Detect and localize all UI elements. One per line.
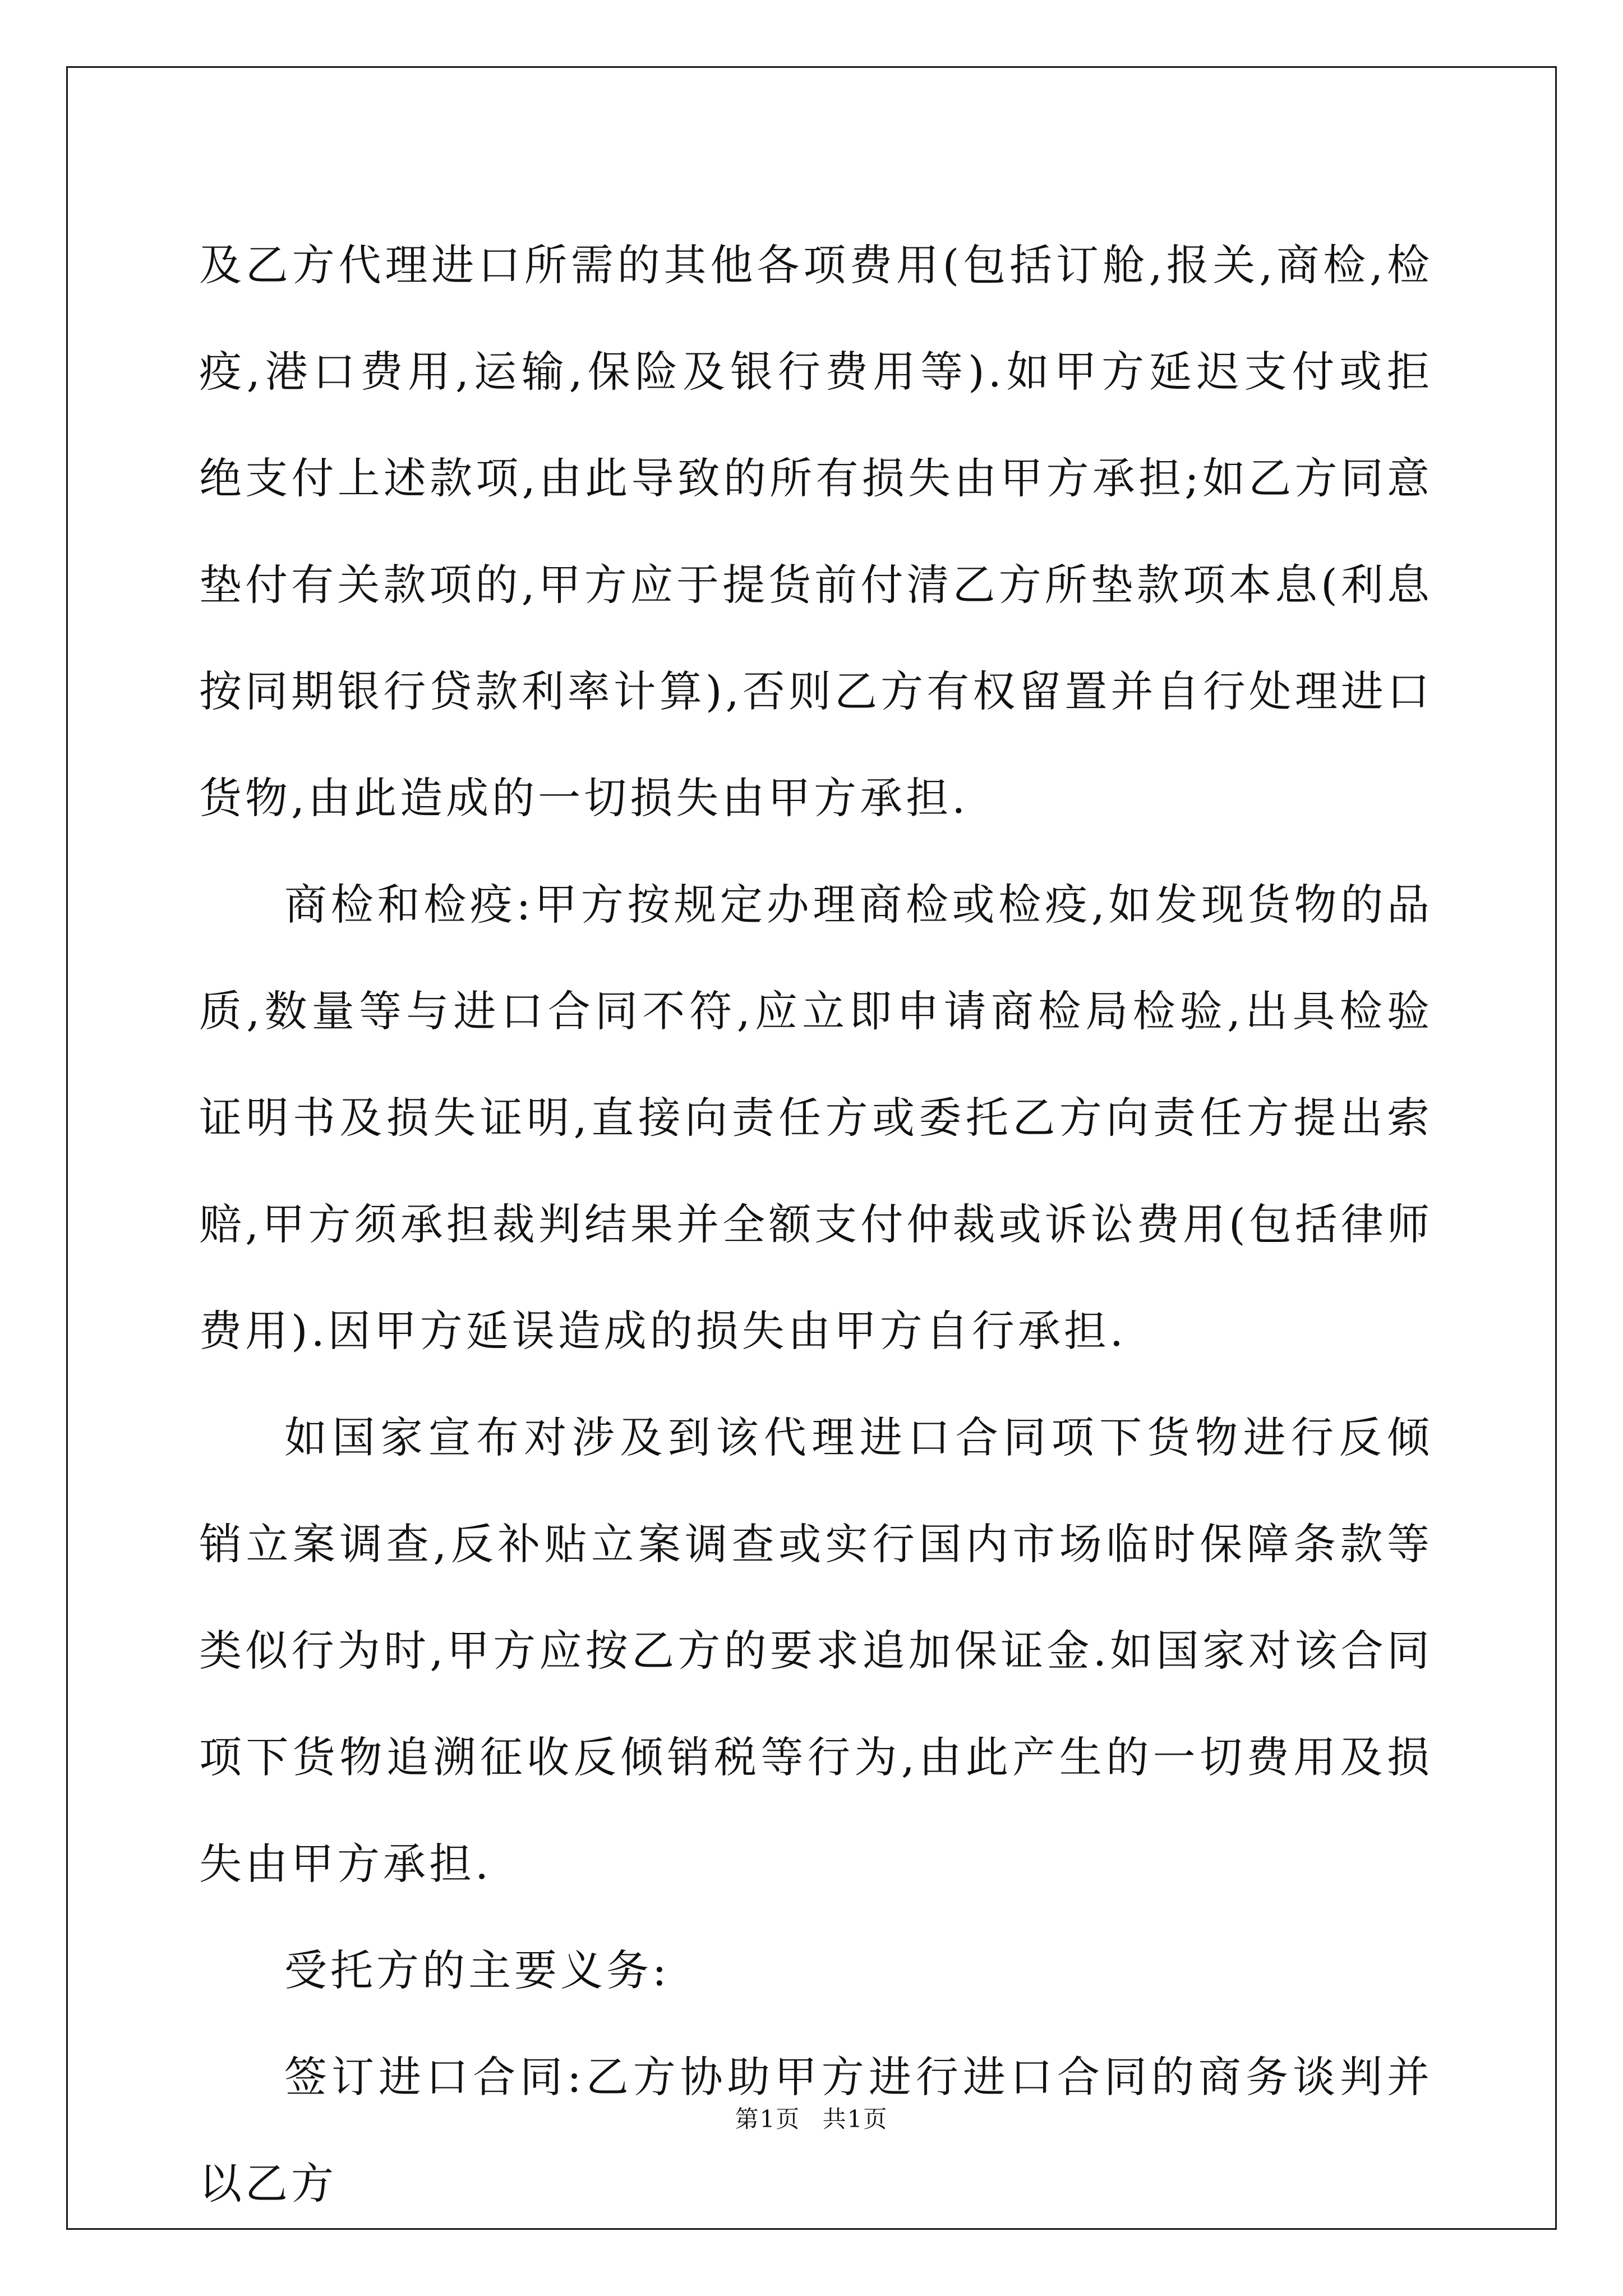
page-number: 第1页 bbox=[735, 2105, 801, 2133]
paragraph-1: 及乙方代理进口所需的其他各项费用(包括订舱,报关,商检,检疫,港口费用,运输,保险及银行费用等).如甲方延迟支付或拒绝支付上述款项,由此导致的所有损失由甲方承担;如乙方同意垫付有关款项的,甲方应于提货前付清乙方所垫款项本息(利息按同期银行贷款利率计算),否则乙方有权留置并自行处理进口货物,由此造成的一切损失由甲方承担. bbox=[199, 240, 1433, 823]
paragraph-5: 签订进口合同:乙方协助甲方进行进口合同的商务谈判并以乙方 bbox=[199, 2052, 1433, 2208]
page-footer bbox=[0, 2101, 1623, 2134]
paragraph-2: 商检和检疫:甲方按规定办理商检或检疫,如发现货物的品质,数量等与进口合同不符,应立即申请商检局检验,出具检验证明书及损失证明,直接向责任方或委托乙方向责任方提出索赔,甲方须承担裁判结果并全额支付仲裁或诉讼费用(包括律师费用).因甲方延误造成的损失由甲方自行承担. bbox=[199, 880, 1433, 1356]
paragraph-4: 受托方的主要义务: bbox=[284, 1945, 670, 1995]
paragraph-3: 如国家宣布对涉及到该代理进口合同项下货物进行反倾销立案调查,反补贴立案调查或实行国内市场临时保障条款等类似行为时,甲方应按乙方的要求追加保证金.如国家对该合同项下货物追溯征收反倾销税等行为,由此产生的一切费用及损失由甲方承担. bbox=[199, 1412, 1433, 1889]
document-body bbox=[199, 212, 1433, 2237]
page-total: 共1页 bbox=[822, 2105, 888, 2133]
